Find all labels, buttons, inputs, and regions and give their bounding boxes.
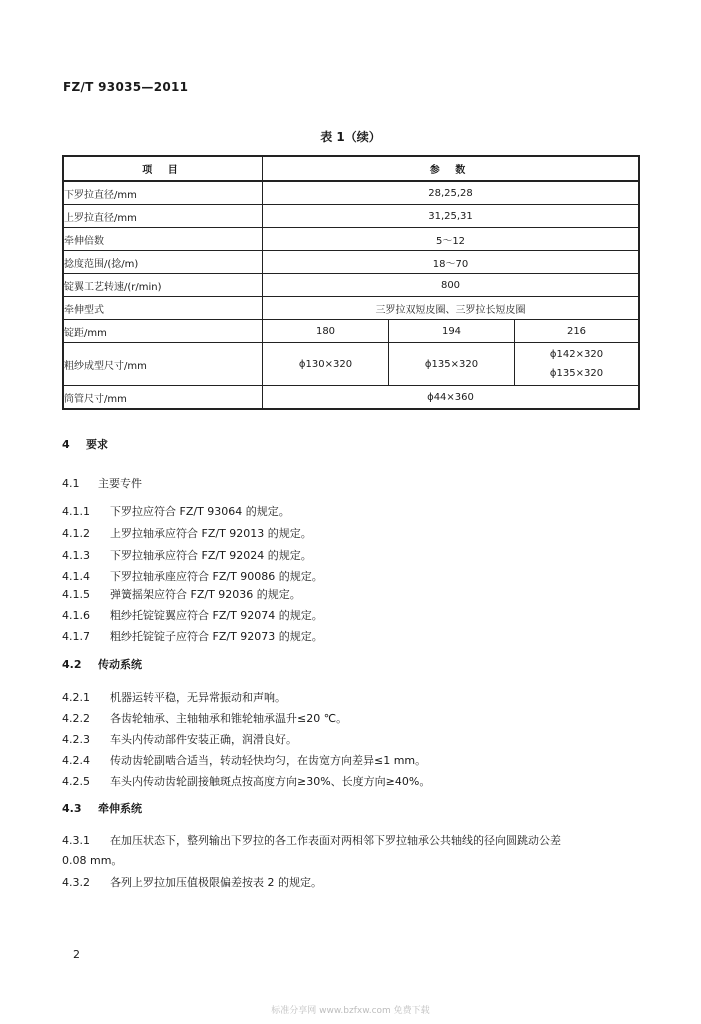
row-value: ϕ44×360 [263, 386, 640, 410]
table-row [63, 228, 639, 251]
clause-text: 传动齿轮副啮合适当，转动轻快均匀，在齿宽方向差异≤1 mm。 [110, 754, 427, 767]
clause [62, 689, 286, 705]
header-param: 参 数 [263, 156, 640, 181]
section-title: 传动系统 [98, 658, 142, 671]
row-value: 三罗拉双短皮圈、三罗拉长短皮圈 [263, 297, 640, 320]
table-row [63, 386, 639, 410]
clause-number: 4.1.3 [62, 549, 90, 562]
clause-text: 在加压状态下，整列输出下罗拉的各工作表面对两相邻下罗拉轴承公共轴线的径向圆跳动公差 [110, 834, 561, 847]
row-label: 下罗拉直径/mm [63, 181, 263, 205]
clause-text: 下罗拉轴承应符合 FZ/T 92024 的规定。 [110, 549, 312, 562]
clause-text: 下罗拉轴承座应符合 FZ/T 90086 的规定。 [110, 570, 323, 583]
section-number: 4.1 [62, 477, 80, 490]
clause-text: 各齿轮轴承、主轴轴承和锥轮轴承温升≤20 ℃。 [110, 712, 348, 725]
row-value: 194 [389, 320, 515, 343]
clause-number: 4.3.1 [62, 834, 90, 847]
clause-number: 4.1.7 [62, 630, 90, 643]
section-number: 4.2 [62, 658, 82, 671]
page-number: 2 [73, 948, 80, 961]
clause-text: 车头内传动齿轮副接触斑点按高度方向≥30%、长度方向≥40%。 [110, 775, 431, 788]
parameter-table [62, 155, 640, 410]
standard-code: FZ/T 93035—2011 [63, 80, 189, 94]
row-value: ϕ130×320 [263, 343, 389, 386]
clause [62, 607, 323, 623]
row-value-line: ϕ135×320 [549, 368, 604, 379]
clause-number: 4.2.1 [62, 691, 90, 704]
section-title: 主要专件 [98, 477, 142, 490]
clause-number: 4.1.5 [62, 588, 90, 601]
table-row [63, 205, 639, 228]
clause [62, 731, 297, 747]
clause-text: 弹簧摇架应符合 FZ/T 92036 的规定。 [110, 588, 301, 601]
clause [62, 525, 312, 541]
clause-text: 车头内传动部件安装正确，润滑良好。 [110, 733, 297, 746]
clause [62, 586, 301, 602]
clause-text: 粗纱托锭锭翼应符合 FZ/T 92074 的规定。 [110, 609, 323, 622]
section-title: 要求 [86, 438, 108, 451]
table-title: 表 1（续） [320, 130, 381, 144]
section-heading [62, 475, 142, 491]
row-value: 28,25,28 [263, 181, 640, 205]
table-row [63, 343, 639, 386]
clause-number: 4.2.3 [62, 733, 90, 746]
table-row [63, 274, 639, 297]
row-value: 216 [515, 320, 640, 343]
table-header-row [63, 156, 639, 181]
section-number: 4 [62, 438, 70, 451]
section-number: 4.3 [62, 802, 82, 815]
clause [62, 503, 290, 519]
clause-text: 各列上罗拉加压值极限偏差按表 2 的规定。 [110, 876, 322, 889]
clause [62, 874, 322, 890]
table-row [63, 251, 639, 274]
clause [62, 710, 347, 726]
clause-continuation: 0.08 mm。 [62, 854, 123, 867]
row-value-multi [515, 343, 640, 386]
clause-number: 4.2.2 [62, 712, 90, 725]
clause-number: 4.2.4 [62, 754, 90, 767]
row-label: 粗纱成型尺寸/mm [63, 343, 263, 386]
row-label: 筒管尺寸/mm [63, 386, 263, 410]
row-label: 牵伸型式 [63, 297, 263, 320]
clause-text: 下罗拉应符合 FZ/T 93064 的规定。 [110, 505, 290, 518]
clause-number: 4.3.2 [62, 876, 90, 889]
row-value-line: ϕ142×320 [549, 349, 604, 360]
row-value: ϕ135×320 [389, 343, 515, 386]
section-heading [62, 436, 108, 452]
row-label: 锭翼工艺转速/(r/min) [63, 274, 263, 297]
clause [62, 568, 323, 584]
table-row [63, 181, 639, 205]
clause-number: 4.1.1 [62, 505, 90, 518]
clause [62, 547, 312, 563]
clause-text: 粗纱托锭锭子应符合 FZ/T 92073 的规定。 [110, 630, 323, 643]
section-title: 牵伸系统 [98, 802, 142, 815]
clause [62, 832, 561, 848]
table-row [63, 297, 639, 320]
clause-number: 4.1.2 [62, 527, 90, 540]
clause-text: 上罗拉轴承应符合 FZ/T 92013 的规定。 [110, 527, 312, 540]
header-item: 项 目 [63, 156, 263, 181]
row-value: 31,25,31 [263, 205, 640, 228]
table-row [63, 320, 639, 343]
clause-number: 4.1.6 [62, 609, 90, 622]
clause-number: 4.1.4 [62, 570, 90, 583]
row-value: 180 [263, 320, 389, 343]
row-label: 牵伸倍数 [63, 228, 263, 251]
row-label: 锭距/mm [63, 320, 263, 343]
clause [62, 752, 426, 768]
section-heading [62, 656, 142, 672]
clause [62, 773, 430, 789]
row-value: 800 [263, 274, 640, 297]
clause-text: 机器运转平稳，无异常振动和声响。 [110, 691, 286, 704]
row-value: 5～12 [263, 228, 640, 251]
row-label: 上罗拉直径/mm [63, 205, 263, 228]
watermark-footer: 标准分享网 www.bzfxw.com 免费下载 [271, 1006, 430, 1016]
clause [62, 628, 323, 644]
clause-number: 4.2.5 [62, 775, 90, 788]
row-label: 捻度范围/(捻/m) [63, 251, 263, 274]
row-value: 18～70 [263, 251, 640, 274]
section-heading [62, 800, 142, 816]
